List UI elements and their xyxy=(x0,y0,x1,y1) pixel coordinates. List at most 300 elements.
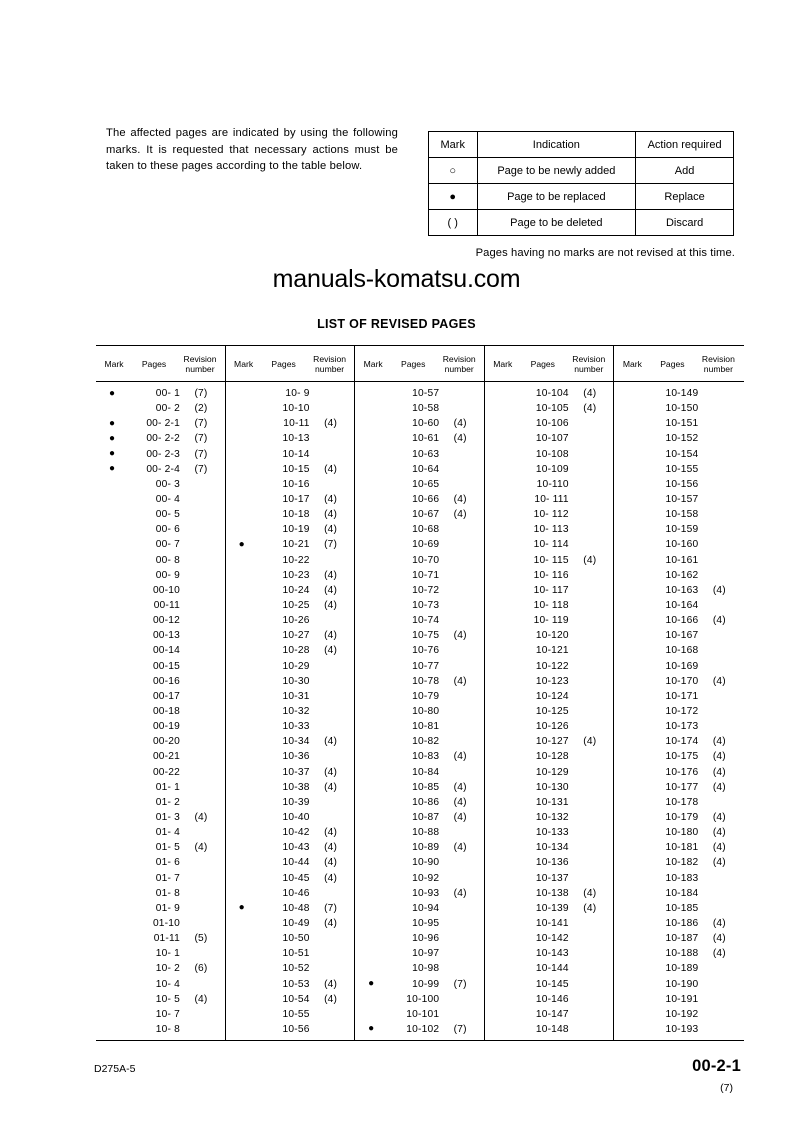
revision-number-cell: (4) xyxy=(324,842,338,854)
page-number-cell: 10-150 xyxy=(665,403,699,415)
page-number-cell: 10-77 xyxy=(412,660,440,672)
page-number-cell: 00- 5 xyxy=(155,509,180,521)
page-number-cell: 10-16 xyxy=(282,478,310,490)
table-row xyxy=(226,416,355,431)
table-row xyxy=(226,568,355,583)
page-number-cell: 10-142 xyxy=(535,933,569,945)
page-number-cell: 01- 5 xyxy=(155,842,180,854)
revision-number-cell: (7) xyxy=(194,418,208,430)
page-number-cell: 10-42 xyxy=(282,827,310,839)
table-row xyxy=(355,780,484,795)
table-row xyxy=(355,976,484,991)
table-row xyxy=(355,507,484,522)
column-body-5 xyxy=(614,382,744,1040)
table-row xyxy=(485,659,614,674)
table-row xyxy=(355,583,484,598)
page-number-cell: 10-102 xyxy=(406,1023,440,1035)
revision-number-cell: (4) xyxy=(712,736,726,748)
page-number-cell: 10-186 xyxy=(665,917,699,929)
table-row xyxy=(485,946,614,961)
table-row xyxy=(96,401,225,416)
revision-number-cell: (4) xyxy=(324,917,338,929)
header-revision-number: Revision number xyxy=(442,353,476,374)
page-number-cell: 10-11 xyxy=(283,418,310,430)
page-number-cell: 10-166 xyxy=(665,615,699,627)
table-row xyxy=(355,992,484,1007)
page-number-cell: 10-134 xyxy=(535,842,569,854)
page-number-cell: 10-193 xyxy=(665,1023,699,1035)
page-number-cell: 10-126 xyxy=(535,721,569,733)
page-number-cell: 10-105 xyxy=(535,403,569,415)
page-number-cell: 10-170 xyxy=(665,675,699,687)
page-number-cell: 10-155 xyxy=(665,463,699,475)
table-row xyxy=(226,961,355,976)
page-number-cell: 00- 4 xyxy=(155,494,180,506)
table-row xyxy=(355,871,484,886)
table-row xyxy=(485,840,614,855)
table-row xyxy=(226,810,355,825)
page-number-cell: 10-22 xyxy=(282,554,310,566)
table-row xyxy=(614,447,744,462)
page-number-cell: 10-156 xyxy=(665,478,699,490)
page-number-cell: 10-43 xyxy=(282,842,310,854)
page-number-cell: 00- 7 xyxy=(155,539,180,551)
table-row xyxy=(485,568,614,583)
page-number-cell: 10-109 xyxy=(535,463,569,475)
page-number-cell: 10-191 xyxy=(665,993,699,1005)
table-row xyxy=(614,916,744,931)
page-number-cell: 10-63 xyxy=(412,448,440,460)
page-number-cell: 10-172 xyxy=(665,706,699,718)
page-number-cell: 10-76 xyxy=(412,645,440,657)
page-number-cell: 10-23 xyxy=(282,569,310,581)
table-row xyxy=(485,401,614,416)
page-number-cell: 10-40 xyxy=(282,812,310,823)
page-number-cell: 00- 2-1 xyxy=(146,418,180,430)
table-row xyxy=(485,477,614,492)
table-row xyxy=(226,780,355,795)
table-row xyxy=(96,704,225,719)
table-row xyxy=(96,840,225,855)
revision-number-cell: (4) xyxy=(324,766,338,778)
page-number-cell: 10-132 xyxy=(535,812,569,823)
page-number-cell: 00-13 xyxy=(152,630,180,642)
page-number-cell: 00-20 xyxy=(152,736,180,748)
table-row xyxy=(614,583,744,598)
revision-number-cell: (4) xyxy=(453,812,467,823)
page-number-cell: 10-176 xyxy=(665,766,699,778)
table-row xyxy=(614,553,744,568)
page-number-cell: 10-168 xyxy=(665,645,699,657)
page-number-cell: 10-10 xyxy=(282,403,310,415)
page-number-cell: 10-189 xyxy=(665,963,699,975)
page-number-cell: 10-90 xyxy=(412,857,440,869)
table-row xyxy=(485,689,614,704)
header-mark: Mark xyxy=(234,359,254,369)
table-row xyxy=(226,1007,355,1022)
revision-number-cell: (4) xyxy=(453,494,467,506)
table-row xyxy=(96,1007,225,1022)
revised-pages-column-1 xyxy=(96,346,226,1040)
page-number-cell: 10-74 xyxy=(412,615,440,627)
table-row xyxy=(226,553,355,568)
table-row xyxy=(226,840,355,855)
table-row xyxy=(226,659,355,674)
page-number-cell: 10-44 xyxy=(282,857,310,869)
table-row xyxy=(614,674,744,689)
revision-number-cell: (4) xyxy=(712,917,726,929)
table-row xyxy=(355,734,484,749)
table-row xyxy=(96,583,225,598)
table-row xyxy=(226,886,355,901)
page-number-cell: 10-179 xyxy=(665,812,699,823)
page-number-cell: 10-34 xyxy=(282,736,310,748)
page-number-cell: 10-159 xyxy=(665,524,699,536)
page-number-cell: 10-185 xyxy=(665,902,699,914)
revision-number-cell: (4) xyxy=(712,857,726,869)
page-number-cell: 10-154 xyxy=(665,448,699,460)
table-row xyxy=(485,507,614,522)
table-row xyxy=(355,537,484,552)
revised-pages-column-5 xyxy=(614,346,744,1040)
page-number-cell: 00- 9 xyxy=(155,569,180,581)
table-row xyxy=(614,901,744,916)
table-row xyxy=(485,931,614,946)
page-number-cell: 10- 112 xyxy=(533,509,569,521)
table-row xyxy=(96,780,225,795)
table-row xyxy=(485,886,614,901)
table-row xyxy=(355,704,484,719)
page-number-cell: 10-50 xyxy=(282,933,310,945)
page-number-cell: 10-19 xyxy=(282,524,310,536)
table-row xyxy=(355,674,484,689)
table-row xyxy=(355,1022,484,1037)
table-row xyxy=(614,522,744,537)
page-number-cell: 10-182 xyxy=(665,857,699,869)
page-number-cell: 10-54 xyxy=(282,993,310,1005)
table-row xyxy=(96,507,225,522)
revision-number-cell: (4) xyxy=(453,509,467,521)
table-row xyxy=(226,643,355,658)
revision-number-cell: (4) xyxy=(324,827,338,839)
revision-number-cell: (4) xyxy=(324,418,338,430)
revision-number-cell: (4) xyxy=(712,933,726,945)
page-number-cell: 10-82 xyxy=(412,736,440,748)
revision-number-cell: (7) xyxy=(194,448,208,460)
table-row xyxy=(614,1022,744,1037)
table-row xyxy=(614,386,744,401)
table-row xyxy=(226,765,355,780)
page-number-cell: 10-128 xyxy=(535,751,569,763)
legend-indication-add: Page to be newly added xyxy=(477,158,636,184)
page-number-cell: 10-49 xyxy=(282,917,310,929)
filled-circle-icon: ● xyxy=(238,538,245,550)
revision-number-cell: (6) xyxy=(194,963,208,975)
footer-page-number: 00-2-1 xyxy=(692,1057,741,1075)
mark-legend-table xyxy=(428,131,734,236)
table-row xyxy=(96,462,225,477)
table-row xyxy=(226,901,355,916)
page-number-cell: 10-66 xyxy=(412,494,440,506)
header-revision-number: Revision number xyxy=(313,353,347,374)
revision-number-cell: (7) xyxy=(194,433,208,445)
table-row xyxy=(355,1007,484,1022)
revision-number-cell: (4) xyxy=(324,463,338,475)
revised-pages-column-3 xyxy=(355,346,485,1040)
page-number-cell: 10-48 xyxy=(282,902,310,914)
page-number-cell: 10-89 xyxy=(412,842,440,854)
revision-number-cell: (4) xyxy=(583,388,597,400)
page-number-cell: 10-88 xyxy=(412,827,440,839)
page-number-cell: 10-55 xyxy=(282,1008,310,1020)
table-row xyxy=(96,431,225,446)
revision-number-cell: (4) xyxy=(324,569,338,581)
table-row xyxy=(226,462,355,477)
page-number-cell: 10-61 xyxy=(412,433,440,445)
page-number-cell: 00- 2-3 xyxy=(146,448,180,460)
table-row xyxy=(96,992,225,1007)
table-row xyxy=(226,507,355,522)
table-row xyxy=(614,477,744,492)
header-mark: Mark xyxy=(363,359,383,369)
page-number-cell: 10-124 xyxy=(535,690,569,702)
table-row xyxy=(96,719,225,734)
table-row xyxy=(96,553,225,568)
table-row xyxy=(485,598,614,613)
revision-number-cell: (4) xyxy=(194,812,208,823)
page-number-cell: 00-10 xyxy=(152,584,180,596)
table-row xyxy=(96,416,225,431)
page-number-cell: 10-106 xyxy=(535,418,569,430)
page-number-cell: 10- 115 xyxy=(533,554,569,566)
table-row xyxy=(96,628,225,643)
revision-number-cell: (4) xyxy=(712,842,726,854)
table-row xyxy=(96,976,225,991)
page-number-cell: 10-33 xyxy=(282,721,310,733)
table-row xyxy=(96,931,225,946)
table-row xyxy=(355,568,484,583)
table-row xyxy=(485,537,614,552)
revision-number-cell: (7) xyxy=(324,539,338,551)
filled-circle-icon: ● xyxy=(108,432,116,444)
table-row xyxy=(96,825,225,840)
table-row xyxy=(226,749,355,764)
table-row xyxy=(96,1022,225,1037)
table-row xyxy=(614,704,744,719)
table-row xyxy=(226,613,355,628)
page-number-cell: 00-12 xyxy=(152,615,180,627)
revision-number-cell: (4) xyxy=(453,751,467,763)
table-row xyxy=(355,749,484,764)
table-row xyxy=(226,477,355,492)
site-watermark: manuals-komatsu.com xyxy=(272,265,521,293)
page-number-cell: 10-129 xyxy=(535,766,569,778)
revision-number-cell: (4) xyxy=(583,887,597,899)
table-row xyxy=(96,492,225,507)
header-revision-number: Revision number xyxy=(572,353,606,374)
legend-action-add: Add xyxy=(636,158,734,184)
table-row xyxy=(614,537,744,552)
page-number-cell: 10-177 xyxy=(665,781,699,793)
table-row xyxy=(226,946,355,961)
table-row xyxy=(485,719,614,734)
page-number-cell: 10-158 xyxy=(665,509,699,521)
page-number-cell: 10-86 xyxy=(412,796,440,808)
table-row xyxy=(96,386,225,401)
revision-number-cell: (4) xyxy=(324,584,338,596)
page-number-cell: 10-45 xyxy=(282,872,310,884)
table-row xyxy=(355,553,484,568)
table-row xyxy=(485,674,614,689)
page-number-cell: 00-22 xyxy=(152,766,180,778)
table-row xyxy=(226,628,355,643)
revision-number-cell: (4) xyxy=(712,675,726,687)
table-row xyxy=(96,613,225,628)
page-number-cell: 10-53 xyxy=(282,978,310,990)
page-number-cell: 01- 2 xyxy=(155,796,180,808)
table-row xyxy=(355,492,484,507)
table-row xyxy=(226,734,355,749)
open-circle-glyph: ○ xyxy=(449,164,457,177)
table-row xyxy=(355,462,484,477)
table-row xyxy=(226,719,355,734)
page-number-cell: 10-145 xyxy=(535,978,569,990)
revision-number-cell: (4) xyxy=(324,993,338,1005)
table-row xyxy=(226,689,355,704)
legend-row-replace xyxy=(429,184,734,210)
page-number-cell: 10- 7 xyxy=(155,1008,180,1020)
filled-circle-icon: ● xyxy=(108,463,116,475)
table-row xyxy=(226,537,355,552)
table-row xyxy=(96,598,225,613)
page-number-cell: 10-164 xyxy=(665,600,699,612)
page-number-cell: 10-24 xyxy=(282,584,310,596)
revision-number-cell: (4) xyxy=(194,993,208,1005)
column-body-2 xyxy=(226,382,355,1040)
header-pages: Pages xyxy=(271,359,296,369)
table-row xyxy=(226,976,355,991)
page-number-cell: 10- 113 xyxy=(533,524,569,536)
column-header-3 xyxy=(355,346,484,382)
revision-number-cell: (4) xyxy=(324,600,338,612)
table-row xyxy=(355,840,484,855)
revision-number-cell: (4) xyxy=(712,766,726,778)
page-number-cell: 10-97 xyxy=(412,948,440,960)
table-row xyxy=(485,825,614,840)
page-number-cell: 10- 114 xyxy=(533,539,569,551)
page-number-cell: 00- 2-2 xyxy=(146,433,180,445)
page-number-cell: 01- 7 xyxy=(155,872,180,884)
table-row xyxy=(485,613,614,628)
revision-number-cell: (4) xyxy=(453,796,467,808)
open-circle-icon xyxy=(429,158,478,184)
revised-pages-column-4 xyxy=(485,346,615,1040)
table-row xyxy=(355,946,484,961)
revision-number-cell: (4) xyxy=(583,403,597,415)
page-number-cell: 10-56 xyxy=(282,1023,310,1035)
page-number-cell: 10- 4 xyxy=(155,978,180,990)
table-row xyxy=(226,871,355,886)
table-row xyxy=(614,734,744,749)
revision-number-cell: (4) xyxy=(324,509,338,521)
revision-number-cell: (5) xyxy=(194,933,208,945)
legend-header-mark: Mark xyxy=(429,132,478,158)
page-number-cell: 00- 6 xyxy=(155,524,180,536)
table-row xyxy=(226,674,355,689)
table-row xyxy=(485,628,614,643)
table-row xyxy=(485,795,614,810)
page-number-cell: 10-178 xyxy=(665,796,699,808)
page-number-cell: 10-18 xyxy=(282,509,310,521)
page-number-cell: 10-15 xyxy=(282,463,310,475)
page-number-cell: 01- 6 xyxy=(155,857,180,869)
revision-number-cell: (4) xyxy=(453,781,467,793)
page-number-cell: 10-27 xyxy=(282,630,310,642)
table-row xyxy=(614,598,744,613)
revision-number-cell: (4) xyxy=(453,675,467,687)
revision-number-cell: (4) xyxy=(453,842,467,854)
page-number-cell: 10-60 xyxy=(412,418,440,430)
page-number-cell: 01- 9 xyxy=(155,902,180,914)
table-row xyxy=(355,961,484,976)
page-number-cell: 10-96 xyxy=(412,933,440,945)
table-row xyxy=(485,976,614,991)
page-number-cell: 10-121 xyxy=(535,645,569,657)
page-title: LIST OF REVISED PAGES xyxy=(317,317,476,331)
footer-model-code: D275A-5 xyxy=(94,1063,136,1075)
column-header-4 xyxy=(485,346,614,382)
table-row xyxy=(614,795,744,810)
table-row xyxy=(355,795,484,810)
page-number-cell: 10-95 xyxy=(412,917,440,929)
table-row xyxy=(614,840,744,855)
page-number-cell: 10- 117 xyxy=(533,584,569,596)
table-row xyxy=(355,931,484,946)
revision-number-cell: (7) xyxy=(453,978,467,990)
table-row xyxy=(355,522,484,537)
revision-number-cell: (4) xyxy=(583,554,597,566)
table-row xyxy=(614,613,744,628)
page-number-cell: 10-80 xyxy=(412,706,440,718)
page-number-cell: 10-13 xyxy=(282,433,310,445)
table-row xyxy=(485,916,614,931)
header-mark: Mark xyxy=(622,359,642,369)
table-row xyxy=(485,1007,614,1022)
table-row xyxy=(355,613,484,628)
table-row xyxy=(614,855,744,870)
revision-number-cell: (4) xyxy=(194,842,208,854)
page-number-cell: 10-98 xyxy=(412,963,440,975)
page-number-cell: 10- 118 xyxy=(533,600,569,612)
table-row xyxy=(355,643,484,658)
page-number-cell: 10-70 xyxy=(412,554,440,566)
table-row xyxy=(614,825,744,840)
table-row xyxy=(355,689,484,704)
header-revision-number: Revision number xyxy=(183,353,217,374)
page-number-cell: 10-161 xyxy=(665,554,699,566)
table-row xyxy=(355,447,484,462)
page-number-cell: 10-110 xyxy=(536,478,569,490)
page-number-cell: 00- 2 xyxy=(155,403,180,415)
table-row xyxy=(355,886,484,901)
revision-number-cell: (4) xyxy=(453,418,467,430)
page-number-cell: 10-144 xyxy=(535,963,569,975)
table-row xyxy=(96,871,225,886)
page-number-cell: 00-21 xyxy=(152,751,180,763)
page-number-cell: 10-108 xyxy=(535,448,569,460)
page-number-cell: 10-94 xyxy=(412,902,440,914)
page-number-cell: 10-73 xyxy=(412,600,440,612)
